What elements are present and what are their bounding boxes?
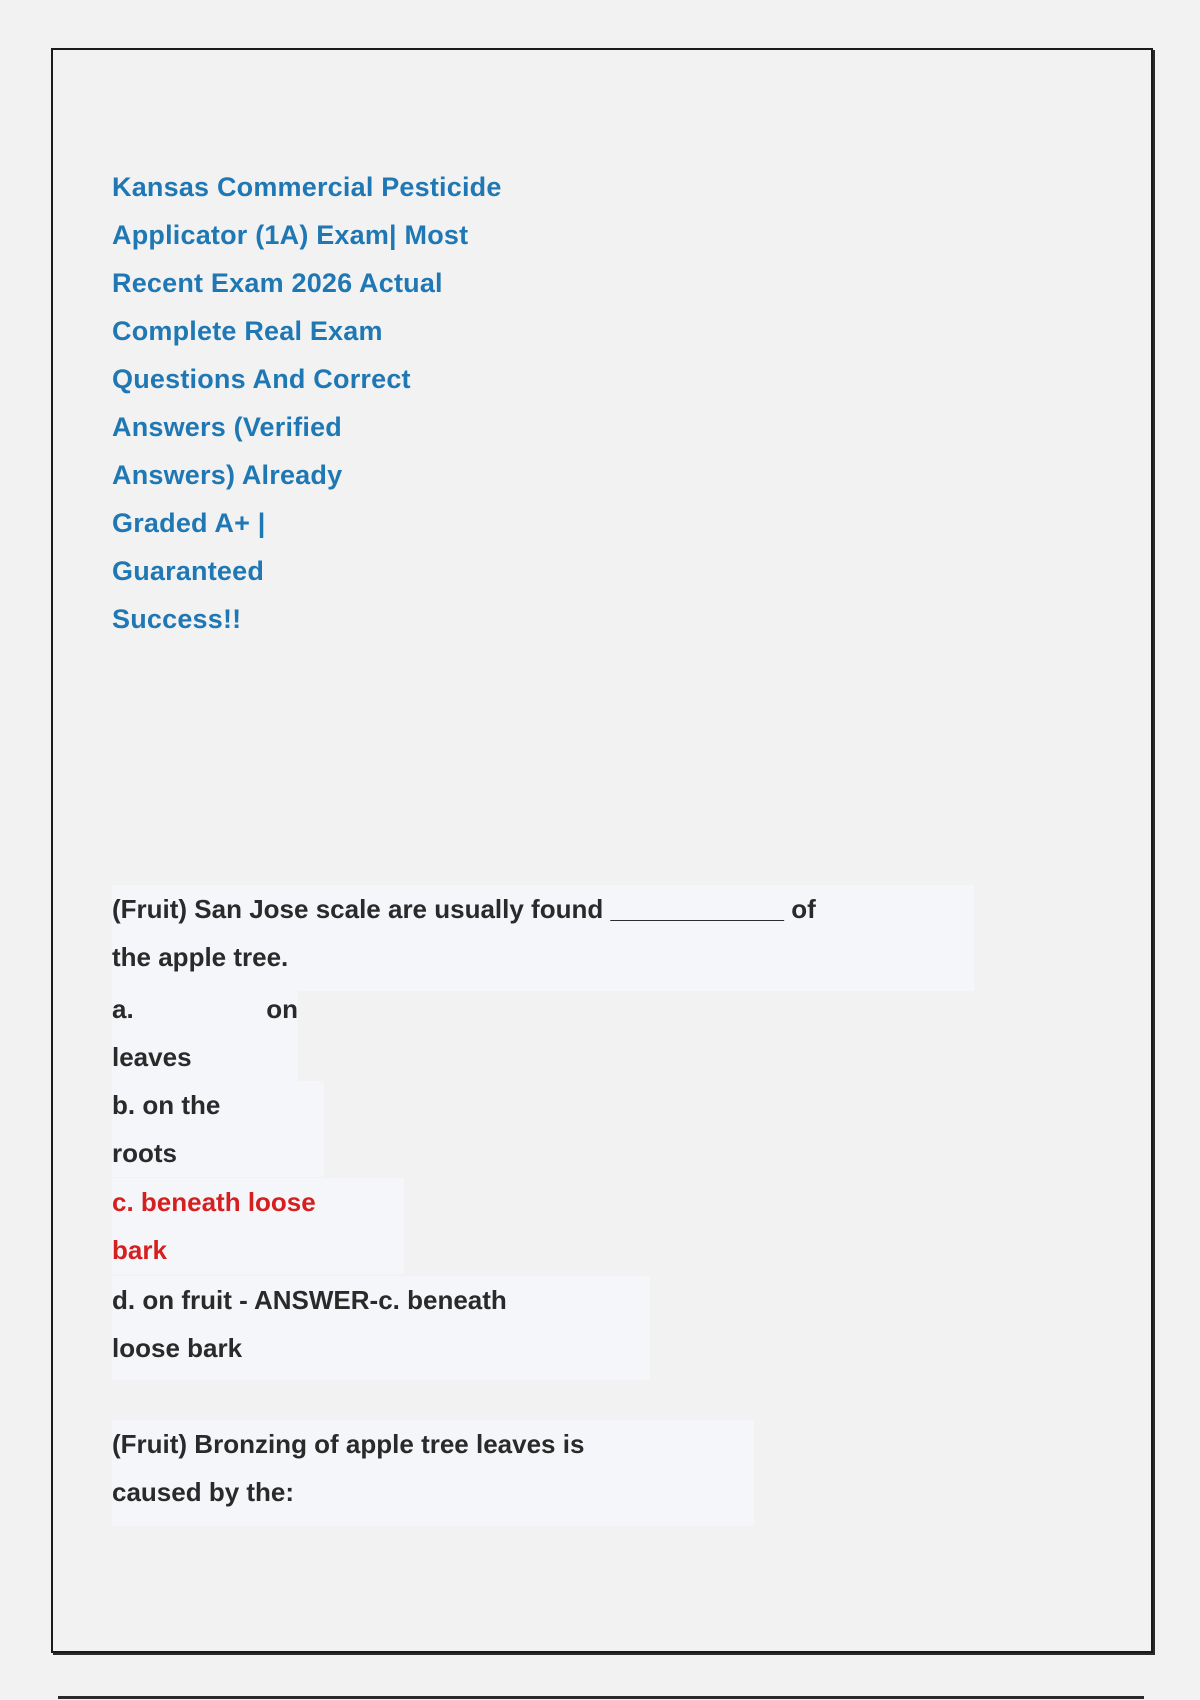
- option-b-line2: roots: [112, 1138, 177, 1168]
- title-line: Questions And Correct: [112, 364, 411, 394]
- title-line: Answers (Verified: [112, 412, 342, 442]
- question-1-stem: [112, 885, 974, 991]
- option-a-line2: leaves: [112, 1042, 192, 1072]
- question-stem-line: (Fruit) Bronzing of apple tree leaves is: [112, 1429, 585, 1459]
- title-line: Success!!: [112, 604, 242, 634]
- document-title: [112, 163, 632, 643]
- question-2-stem: [112, 1420, 754, 1526]
- question-stem-line: the apple tree.: [112, 942, 289, 972]
- option-b: [112, 1081, 324, 1177]
- option-a: [112, 985, 298, 1081]
- title-line: Applicator (1A) Exam| Most: [112, 220, 469, 250]
- option-d-line2: loose bark: [112, 1333, 243, 1363]
- option-a-word: on: [266, 994, 298, 1024]
- question-stem-line: (Fruit) San Jose scale are usually found ____________ of: [112, 894, 816, 924]
- option-a-letter: a.: [112, 994, 134, 1024]
- next-page-edge: [58, 1696, 1144, 1699]
- title-line: Graded A+ |: [112, 508, 266, 538]
- option-c-correct: [112, 1178, 404, 1274]
- title-line: Guaranteed: [112, 556, 265, 586]
- title-line: Answers) Already: [112, 460, 343, 490]
- title-line: Recent Exam 2026 Actual: [112, 268, 443, 298]
- option-b-line1: b. on the: [112, 1090, 221, 1120]
- option-a-line1: [112, 985, 298, 1033]
- option-c-line1: c. beneath loose: [112, 1187, 316, 1217]
- option-c-line2: bark: [112, 1235, 167, 1265]
- option-d-with-answer: [112, 1276, 650, 1380]
- option-d-line1: d. on fruit - ANSWER-c. beneath: [112, 1285, 507, 1315]
- title-line: Kansas Commercial Pesticide: [112, 172, 502, 202]
- question-stem-line: caused by the:: [112, 1477, 295, 1507]
- title-line: Complete Real Exam: [112, 316, 383, 346]
